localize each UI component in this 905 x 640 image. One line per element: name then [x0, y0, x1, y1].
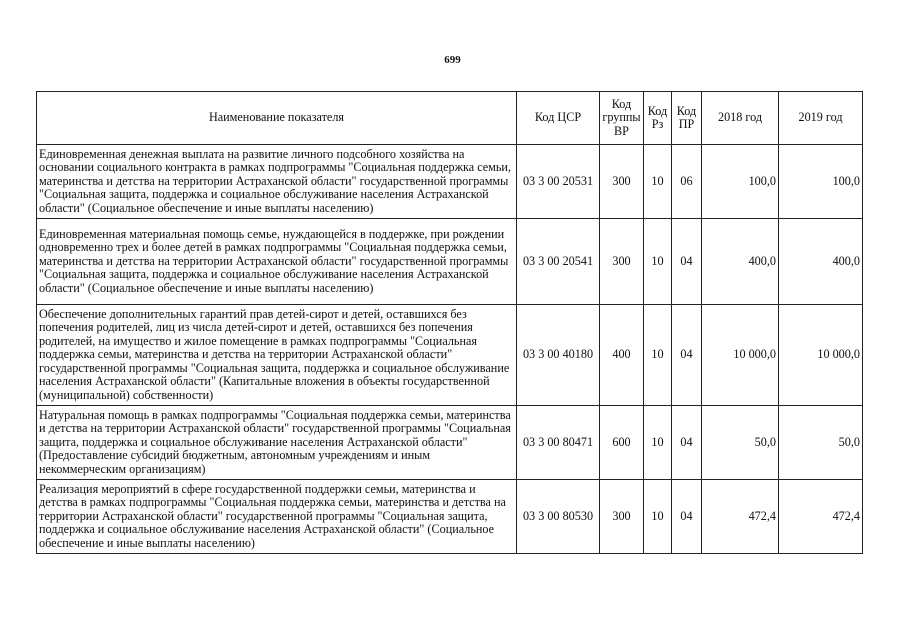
table-row [37, 480, 863, 554]
cell-rz: 10 [644, 480, 672, 554]
cell-pr: 04 [672, 219, 702, 305]
budget-table [36, 91, 863, 554]
cell-csr: 03 3 00 20531 [517, 145, 600, 219]
cell-rz: 10 [644, 305, 672, 406]
cell-vr: 600 [600, 406, 644, 480]
cell-name: Единовременная денежная выплата на развитие личного подсобного хозяйства на основании социального контракта в рамках подпрограммы "Социальная поддержка семьи, материнства и детства на территории Астраханской области" государственной программы "Социальная защита, поддержка и социальное обслуживание населения Астраханской области" (Социальное обеспечение и иные выплаты населению) [37, 145, 517, 219]
cell-rz: 10 [644, 406, 672, 480]
cell-name: Обеспечение дополнительных гарантий прав детей-сирот и детей, оставшихся без попечения родителей, лиц из числа детей-сирот и детей, оставшихся без попечения родителей, на имущество и жилое помещение в рамках подпрограммы "Социальная поддержка семьи, материнства и детства на территории Астраханской области" государственной программы "Социальная защита, поддержка и социальное обслуживание населения Астраханской области" (Капитальные вложения в объекты государственной (муниципальной) собственности) [37, 305, 517, 406]
cell-pr: 04 [672, 480, 702, 554]
table-row [37, 145, 863, 219]
header-row [37, 92, 863, 145]
cell-pr: 04 [672, 406, 702, 480]
cell-2018: 100,0 [702, 145, 779, 219]
table-row [37, 219, 863, 305]
cell-vr: 300 [600, 219, 644, 305]
cell-rz: 10 [644, 145, 672, 219]
cell-rz: 10 [644, 219, 672, 305]
cell-name: Натуральная помощь в рамках подпрограммы "Социальная поддержка семьи, материнства и детства на территории Астраханской области" государственной программы "Социальная защита, поддержка и социальное обслуживание населения Астраханской области" (Предоставление субсидий бюджетным, автономным учреждениям и иным некоммерческим организациям) [37, 406, 517, 480]
cell-csr: 03 3 00 20541 [517, 219, 600, 305]
cell-2019: 400,0 [779, 219, 863, 305]
cell-2019: 472,4 [779, 480, 863, 554]
cell-vr: 300 [600, 145, 644, 219]
cell-vr: 400 [600, 305, 644, 406]
cell-name: Реализация мероприятий в сфере государственной поддержки семьи, материнства и детства в рамках подпрограммы "Социальная поддержка семьи, материнства и детства на территории Астраханской области" государственной программы "Социальная защита, поддержка и социальное обслуживание населения Астраханской области" (Социальное обеспечение и иные выплаты населению) [37, 480, 517, 554]
header-pr: Код ПР [672, 92, 702, 145]
cell-name: Единовременная материальная помощь семье, нуждающейся в поддержке, при рождении одновременно трех и более детей в рамках подпрограммы "Социальная поддержка семьи, материнства и детства на территории Астраханской области" государственной программы "Социальная защита, поддержка и социальное обслуживание населения Астраханской области" (Социальное обеспечение и иные выплаты населению) [37, 219, 517, 305]
header-rz: Код Рз [644, 92, 672, 145]
cell-vr: 300 [600, 480, 644, 554]
header-2019: 2019 год [779, 92, 863, 145]
cell-2019: 100,0 [779, 145, 863, 219]
cell-2019: 50,0 [779, 406, 863, 480]
cell-pr: 06 [672, 145, 702, 219]
header-vr: Код группы ВР [600, 92, 644, 145]
table-row [37, 305, 863, 406]
cell-2018: 10 000,0 [702, 305, 779, 406]
cell-pr: 04 [672, 305, 702, 406]
table-row [37, 406, 863, 480]
cell-csr: 03 3 00 80471 [517, 406, 600, 480]
page-number: 699 [444, 54, 461, 66]
cell-csr: 03 3 00 80530 [517, 480, 600, 554]
cell-csr: 03 3 00 40180 [517, 305, 600, 406]
header-csr: Код ЦСР [517, 92, 600, 145]
header-2018: 2018 год [702, 92, 779, 145]
header-name: Наименование показателя [37, 92, 517, 145]
cell-2018: 400,0 [702, 219, 779, 305]
cell-2019: 10 000,0 [779, 305, 863, 406]
cell-2018: 50,0 [702, 406, 779, 480]
cell-2018: 472,4 [702, 480, 779, 554]
